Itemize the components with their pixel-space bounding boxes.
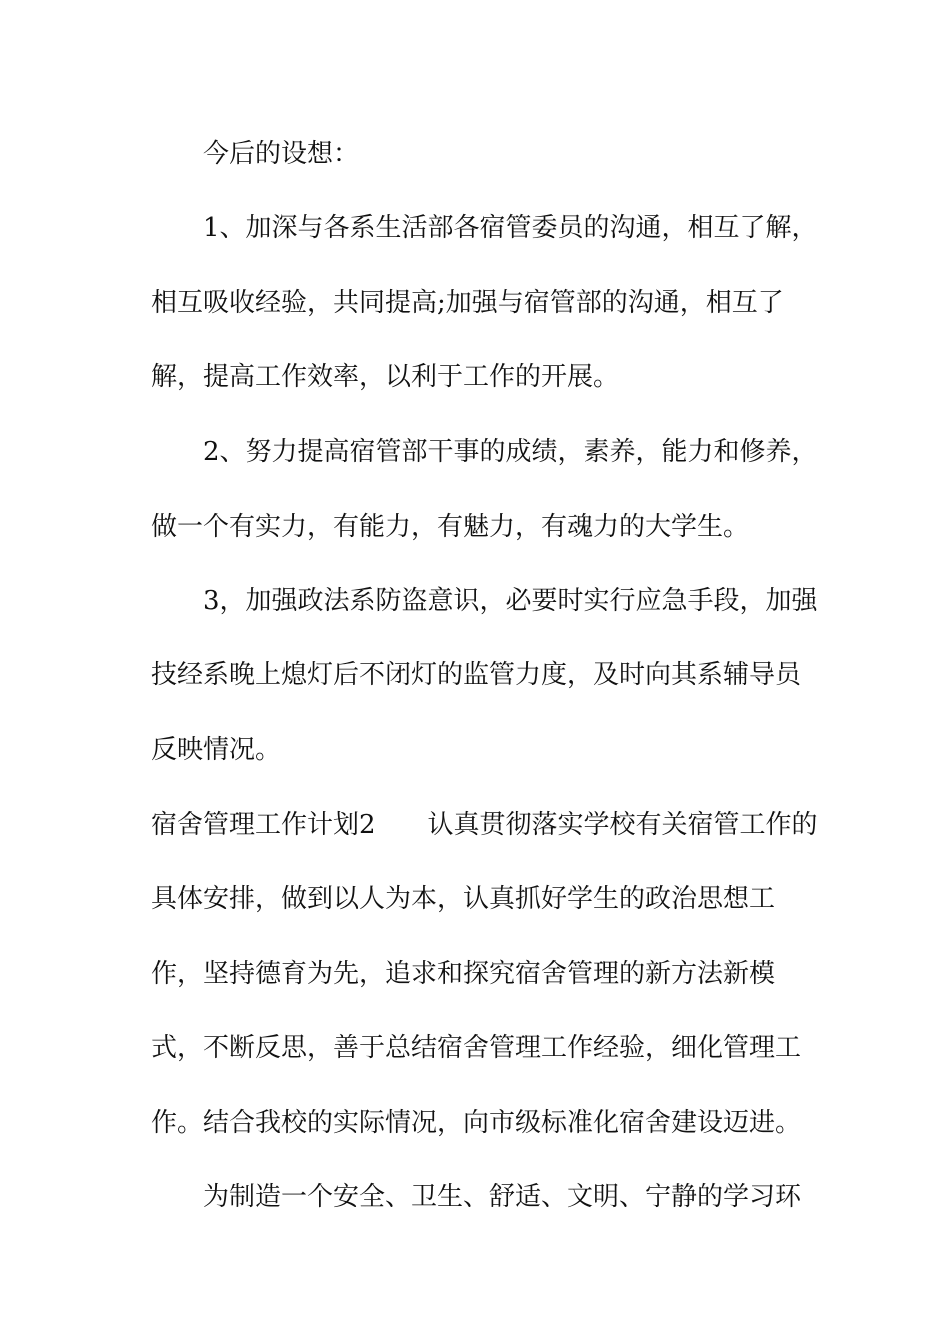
text-line: 反映情况。 [151,735,282,765]
text-line: 3，加强政法系防盗意识，必要时实行应急手段，加强 [203,586,818,616]
section-title: 宿舍管理工作计划2 [151,810,376,840]
text-line: 做一个有实力，有能力，有魅力，有魂力的大学生。 [151,512,750,542]
section-line [151,810,818,840]
section-first-sentence: 认真贯彻落实学校有关宿管工作的 [427,810,818,840]
text-line: 2、努力提高宿管部干事的成绩，素养，能力和修养， [203,437,818,467]
text-line: 解，提高工作效率，以利于工作的开展。 [151,362,620,392]
text-line-heading: 今后的设想： [203,139,360,169]
text-line: 作。结合我校的实际情况，向市级标准化宿舍建设迈进。 [151,1108,802,1138]
text-line: 相互吸收经验，共同提高;加强与宿管部的沟通，相互了 [151,288,784,318]
text-line: 作，坚持德育为先，追求和探究宿舍管理的新方法新模 [151,959,776,989]
text-line: 具体安排，做到以人为本，认真抓好学生的政治思想工 [151,884,776,914]
text-line: 技经系晚上熄灯后不闭灯的监管力度，及时向其系辅导员 [151,660,802,690]
text-line: 1、加深与各系生活部各宿管委员的沟通，相互了解， [203,213,818,243]
text-line: 式，不断反思，善于总结宿舍管理工作经验，细化管理工 [151,1033,802,1063]
text-line: 为制造一个安全、卫生、舒适、文明、宁静的学习环 [203,1182,802,1212]
